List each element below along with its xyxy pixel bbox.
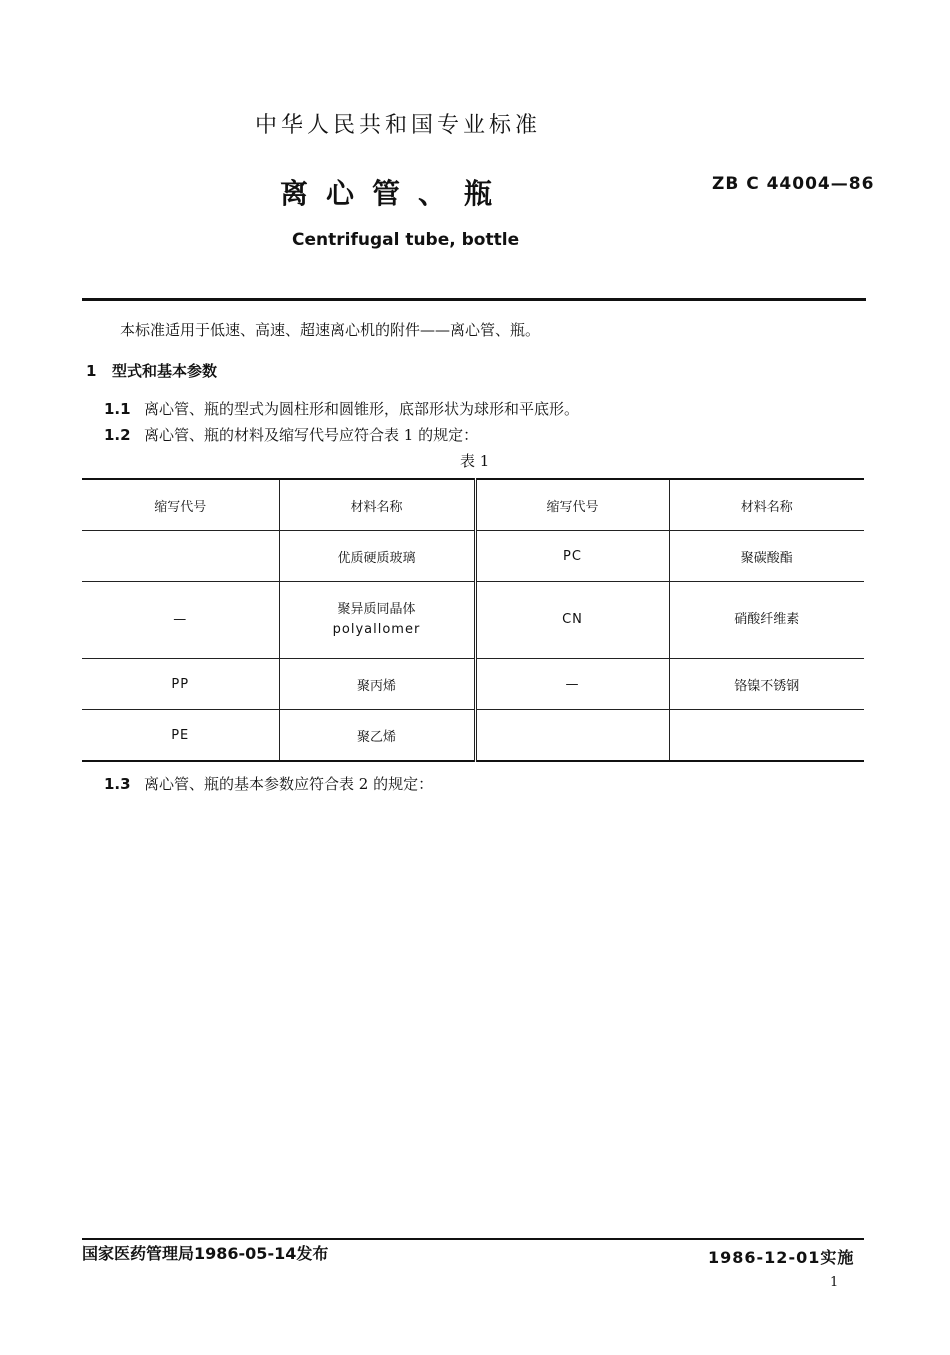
document-title-cn: 离心管、瓶 — [280, 177, 511, 210]
table-header-row — [82, 479, 864, 531]
standard-code: ZB C 44004—86 — [712, 174, 875, 194]
top-rule — [82, 298, 866, 301]
abbr-code-cell — [475, 710, 669, 762]
header-material-name: 材料名称 — [669, 479, 864, 531]
material-name-cell: 聚碳酸酯 — [669, 531, 864, 582]
clause-1-1 — [104, 398, 579, 419]
material-name-cell: 硝酸纤维素 — [669, 582, 864, 659]
material-name-cn: 聚异质同晶体 — [337, 602, 416, 617]
document-title-en: Centrifugal tube, bottle — [292, 230, 520, 250]
clause-text: 离心管、瓶的材料及缩写代号应符合表 1 的规定： — [144, 426, 479, 444]
clause-1-3 — [104, 773, 433, 794]
abbr-code-cell: PP — [82, 659, 279, 710]
material-name-cell: 聚乙烯 — [279, 710, 475, 762]
abbr-code-cell: PC — [475, 531, 669, 582]
material-name-cell — [279, 582, 475, 659]
material-name-cell: 优质硬质玻璃 — [279, 531, 475, 582]
clause-number: 1.1 — [104, 400, 131, 418]
table-row — [82, 582, 864, 659]
footer-rule — [82, 1238, 864, 1240]
header-material-name: 材料名称 — [279, 479, 475, 531]
table-1 — [82, 478, 864, 762]
issuing-standard-category: 中华人民共和国专业标准 — [255, 113, 542, 138]
clause-text: 离心管、瓶的型式为圆柱形和圆锥形，底部形状为球形和平底形。 — [144, 400, 580, 418]
abbr-code-cell: PE — [82, 710, 279, 762]
table-row — [82, 659, 864, 710]
header-abbr-code: 缩写代号 — [475, 479, 669, 531]
material-name-cell — [669, 710, 864, 762]
section-1-number: 1 — [86, 362, 97, 380]
material-name-cell: 聚丙烯 — [279, 659, 475, 710]
section-1-title: 型式和基本参数 — [112, 362, 218, 380]
clause-text: 离心管、瓶的基本参数应符合表 2 的规定： — [144, 775, 434, 793]
implementation-date: 1986-12-01实施 — [708, 1248, 855, 1267]
material-name-en: polyallomer — [332, 622, 421, 637]
table-row — [82, 710, 864, 762]
issue-statement: 国家医药管理局1986-05-14发布 — [82, 1244, 329, 1263]
abbr-code-cell: CN — [475, 582, 669, 659]
table-1-caption: 表 1 — [460, 452, 490, 470]
abbr-code-cell — [82, 531, 279, 582]
page-number: 1 — [830, 1275, 839, 1290]
table-row — [82, 531, 864, 582]
clause-1-2 — [104, 424, 478, 445]
material-name-cell: 铬镍不锈钢 — [669, 659, 864, 710]
abbr-code-cell: — — [82, 582, 279, 659]
header-abbr-code: 缩写代号 — [82, 479, 279, 531]
scope-paragraph: 本标准适用于低速、高速、超速离心机的附件——离心管、瓶。 — [120, 321, 541, 339]
section-1-heading — [86, 360, 217, 381]
clause-number: 1.3 — [104, 775, 131, 793]
abbr-code-cell: — — [475, 659, 669, 710]
clause-number: 1.2 — [104, 426, 131, 444]
